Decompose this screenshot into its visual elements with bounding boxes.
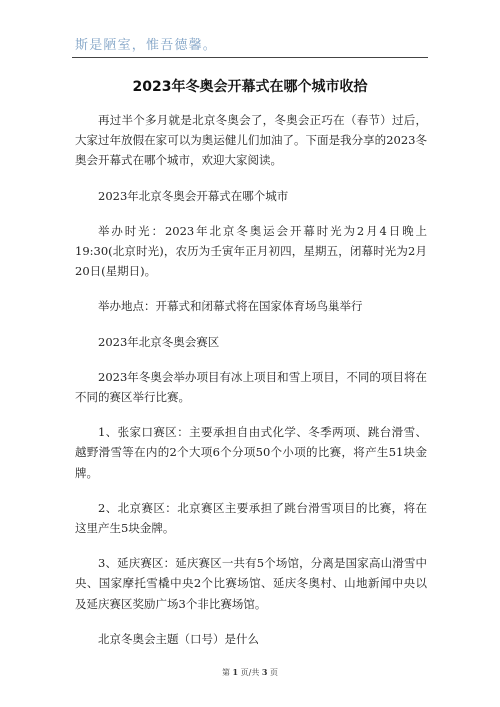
header-motto: 斯是陋室，惟吾德馨。 (75, 38, 218, 53)
document-title: 2023年冬奥会开幕式在哪个城市收拾 (132, 79, 368, 95)
header-divider (72, 57, 428, 58)
paragraph-zone-beijing: 2、北京赛区：北京赛区主要承担了跳台滑雪项目的比赛，将在这里产生5块金牌。 (75, 500, 427, 536)
paragraph-intro: 再过半个多月就是北京冬奥会了，冬奥会正巧在（春节）过后，大家过年放假在家可以为奥运健儿们加油了。下面是我分享的2023冬奥会开幕式在哪个城市，欢迎大家阅读。 (75, 113, 427, 168)
paragraph-zone-zhangjiakou: 1、张家口赛区：主要承担自由式化学、冬季两项、跳台滑雪、越野滑雪等在内的2个大项6个分项50个小项的比赛，将产生51块金牌。 (75, 425, 427, 480)
paragraph-events: 2023年冬奥会举办项目有冰上项目和雪上项目，不同的项目将在不同的赛区举行比赛。 (75, 369, 427, 405)
paragraph-heading-zones: 2023年北京冬奥会赛区 (98, 334, 220, 349)
paragraph-zone-yanqing: 3、延庆赛区：延庆赛区一共有5个场馆，分离是国家高山滑雪中央、国家摩托雪橇中央2个比赛场馆、延庆冬奥村、山地新闻中央以及延庆赛区奖励广场3个非比赛场馆。 (75, 556, 427, 611)
paragraph-time: 举办时光：2023年北京冬奥运会开幕时光为2月4日晚上19:30(北京时光)，农历为壬寅年正月初四，星期五，闭幕时光为2月20日(星期日)。 (75, 223, 427, 279)
paragraph-heading-slogan: 北京冬奥会主题（口号）是什么 (98, 631, 259, 646)
footer-prefix: 第 (221, 668, 230, 677)
footer-total-pages: 3 (261, 667, 268, 677)
paragraph-venue: 举办地点：开幕式和闭幕式将在国家体育场鸟巢举行 (98, 299, 363, 314)
footer-current-page: 1 (232, 667, 239, 677)
footer-suffix: 页 (270, 668, 279, 677)
paragraph-heading-city: 2023年北京冬奥会开幕式在哪个城市 (98, 188, 289, 203)
document-body (75, 110, 427, 664)
page-footer (0, 667, 500, 678)
footer-middle: 页/共 (240, 668, 260, 677)
